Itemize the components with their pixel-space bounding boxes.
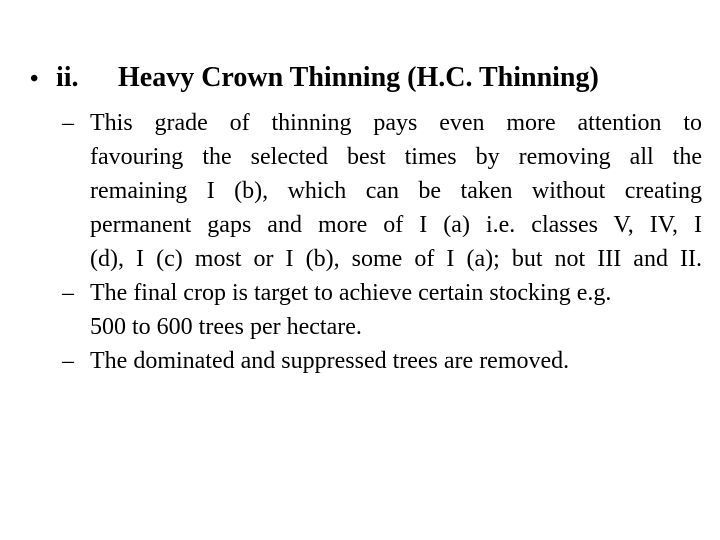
dash-icon: – (62, 110, 74, 136)
sub-point (62, 106, 702, 276)
slide-heading (30, 62, 599, 94)
sub-point-text (90, 276, 702, 344)
text-line: favouring the selected best times by removing all the (90, 144, 702, 170)
text-line: The final crop is target to achieve certain stocking e.g. (90, 280, 612, 306)
dash-icon: – (62, 280, 74, 306)
sub-point (62, 276, 702, 344)
text-line: remaining I (b), which can be taken without creating (90, 178, 702, 204)
heading-number: ii. (56, 62, 79, 93)
text-line: The dominated and suppressed trees are removed. (90, 348, 570, 374)
sub-point-text (90, 344, 702, 378)
text-line: (d), I (c) most or I (b), some of I (a); but not III and II. (90, 246, 702, 272)
sub-point-text (90, 106, 702, 276)
text-line: permanent gaps and more of I (a) i.e. classes V, IV, I (90, 212, 702, 238)
text-line: This grade of thinning pays even more attention to (90, 110, 702, 136)
sub-point (62, 344, 702, 378)
text-line: 500 to 600 trees per hectare. (90, 314, 362, 340)
bullet-icon: • (30, 66, 39, 92)
sub-point-list (62, 106, 702, 378)
dash-icon: – (62, 348, 74, 374)
heading-title: Heavy Crown Thinning (H.C. Thinning) (118, 62, 599, 93)
